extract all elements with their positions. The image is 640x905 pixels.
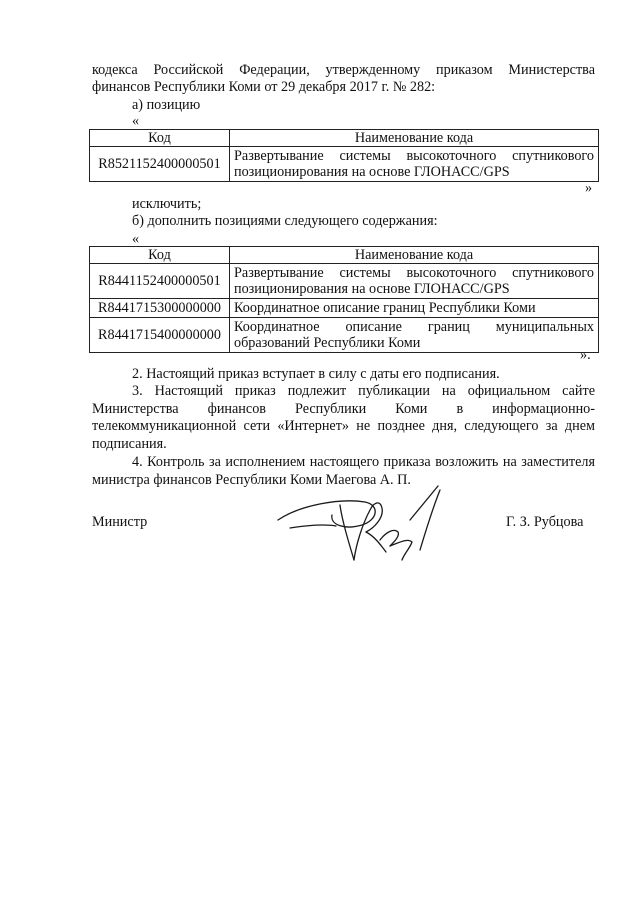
- row-code: R8521152400000501: [90, 147, 230, 182]
- signature-position: Министр: [92, 514, 148, 530]
- table-row: [90, 318, 599, 353]
- table-header-row: [90, 130, 599, 147]
- close-quote-2: ».: [580, 347, 591, 363]
- row-name: Развертывание системы высокоточного спутникового позиционирования на основе ГЛОНАСС/GPS: [230, 264, 599, 299]
- table-row: [90, 299, 599, 318]
- table-row: [90, 264, 599, 299]
- codes-table-1: [89, 129, 599, 182]
- paragraph-2: 2. Настоящий приказ вступает в силу с даты его подписания.: [132, 366, 500, 382]
- paragraph-4: 4. Контроль за исполнением настоящего приказа возложить на заместителя министра финансов Республики Коми Маегова А. П.: [92, 454, 595, 488]
- header-code: Код: [90, 247, 230, 264]
- row-name: Координатное описание границ Республики Коми: [230, 299, 599, 318]
- row-name: Координатное описание границ муниципальных образований Республики Коми: [230, 318, 599, 353]
- codes-table-2: [89, 246, 599, 353]
- paragraph-3: 3. Настоящий приказ подлежит публикации на официальном сайте Министерства финансов Республики Коми в информационно-телекоммуникационной сети «Интернет» не позднее дня, следующего за днем подписания.: [92, 383, 595, 452]
- signature-name: Г. З. Рубцова: [506, 514, 584, 530]
- intro-line-1: кодекса Российской Федерации, утвержденному приказом Министерства: [92, 62, 595, 78]
- table-row: [90, 147, 599, 182]
- close-quote-1: »: [585, 180, 593, 196]
- row-code: R8441152400000501: [90, 264, 230, 299]
- open-quote-2: «: [132, 231, 140, 247]
- header-name: Наименование кода: [230, 130, 599, 147]
- exclude-text: исключить;: [132, 196, 202, 212]
- row-name: Развертывание системы высокоточного спутникового позиционирования на основе ГЛОНАСС/GPS: [230, 147, 599, 182]
- handwritten-signature: [270, 480, 450, 570]
- open-quote-1: «: [132, 113, 140, 129]
- row-code: R8441715300000000: [90, 299, 230, 318]
- intro-line-2: финансов Республики Коми от 29 декабря 2017 г. № 282:: [92, 79, 436, 95]
- item-a: а) позицию: [132, 97, 201, 113]
- header-name: Наименование кода: [230, 247, 599, 264]
- item-b: б) дополнить позициями следующего содержания:: [132, 213, 438, 229]
- table-header-row: [90, 247, 599, 264]
- header-code: Код: [90, 130, 230, 147]
- row-code: R8441715400000000: [90, 318, 230, 353]
